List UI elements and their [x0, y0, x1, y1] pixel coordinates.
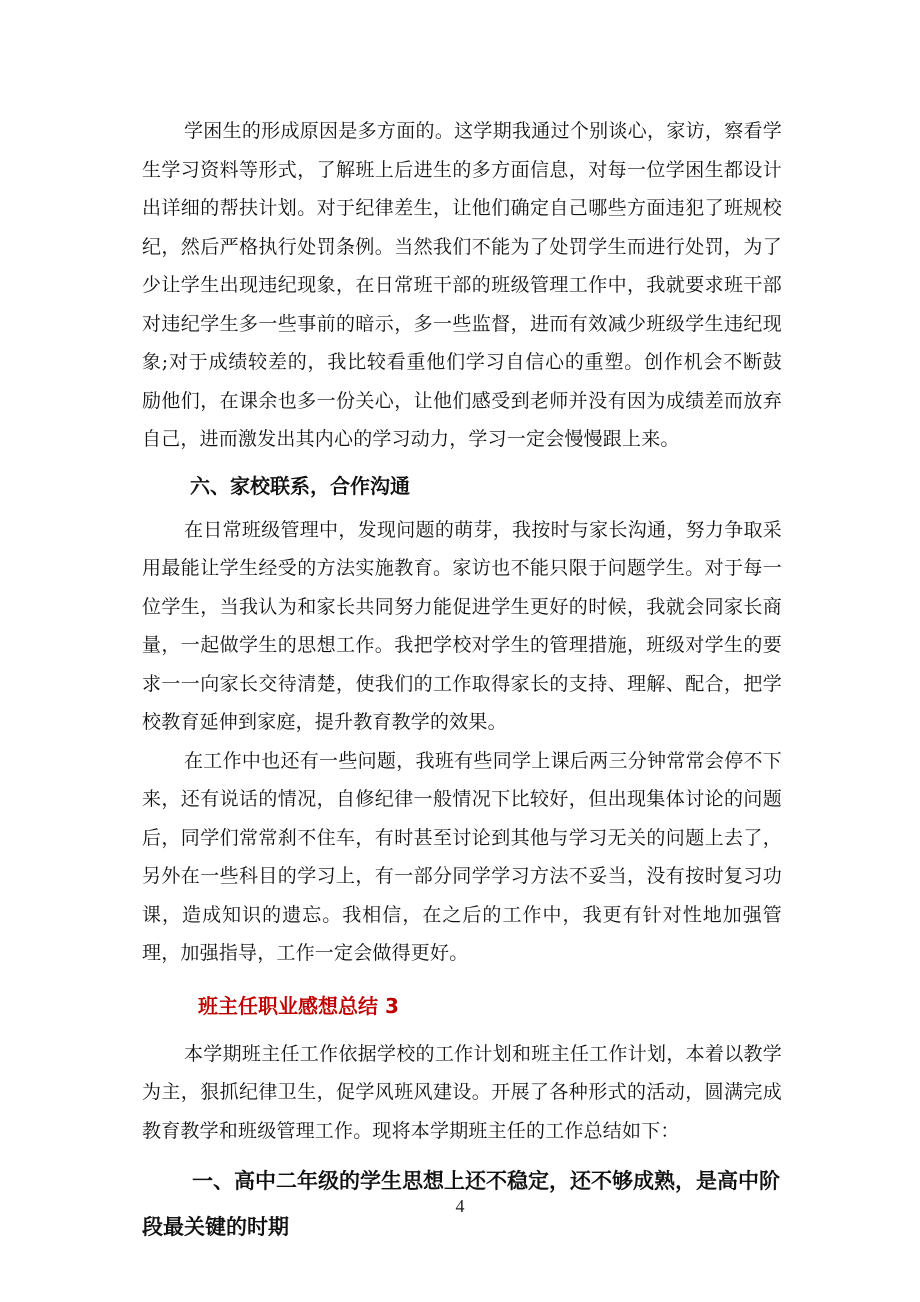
article-title-summary-3: 班主任职业感想总结 3: [198, 993, 399, 1018]
document-body: [142, 112, 782, 1250]
paragraph-semester-intro: 本学期班主任工作依据学校的工作计划和班主任工作计划，本着以教学为主，狠抓纪律卫生，促学风班风建设。开展了各种形式的活动，圆满完成教育教学和班级管理工作。现将本学期班主任的工作总结如下：: [142, 1042, 782, 1142]
paragraph-remaining-problems: 在工作中也还有一些问题，我班有些同学上课后两三分钟常常会停不下来，还有说话的情况，自修纪律一般情况下比较好，但出现集体讨论的问题后，同学们常常刹不住车，有时甚至讨论到其他与学习无关的问题上去了，另外在一些科目的学习上，有一部分同学学习方法不妥当，没有按时复习功课，造成知识的遗忘。我相信，在之后的工作中，我更有针对性地加强管理，加强指导，工作一定会做得更好。: [142, 749, 782, 964]
page-number: 4: [455, 1196, 465, 1216]
paragraph-struggling-students: 学困生的形成原因是多方面的。这学期我通过个别谈心，家访，察看学生学习资料等形式，了解班上后进生的多方面信息，对每一位学困生都设计出详细的帮扶计划。对于纪律差生，让他们确定自己哪些方面违犯了班规校纪，然后严格执行处罚条例。当然我们不能为了处罚学生而进行处罚，为了少让学生出现违纪现象，在日常班干部的班级管理工作中，我就要求班干部对违纪学生多一些事前的暗示，多一些监督，进而有效减少班级学生违纪现象;对于成绩较差的，我比较看重他们学习自信心的重塑。创作机会不断鼓励他们，在课余也多一份关心，让他们感受到老师并没有因为成绩差而放弃自己，进而激发出其内心的学习动力，学习一定会慢慢跟上来。: [142, 120, 782, 450]
paragraph-parent-communication: 在日常班级管理中，发现问题的萌芽，我按时与家长沟通，努力争取采用最能让学生经受的方法实施教育。家访也不能只限于问题学生。对于每一位学生，当我认为和家长共同努力能促进学生更好的时候，我就会同家长商量，一起做学生的思想工作。我把学校对学生的管理措施，班级对学生的要求一一向家长交待清楚，使我们的工作取得家长的支持、理解、配合，把学校教育延伸到家庭，提升教育教学的效果。: [142, 518, 782, 733]
section-heading-grade-two: 一、高中二年级的学生思想上还不稳定，还不够成熟，是高中阶段最关键的时期: [142, 1168, 780, 1239]
section-heading-home-school: 六、家校联系，合作沟通: [190, 473, 410, 498]
